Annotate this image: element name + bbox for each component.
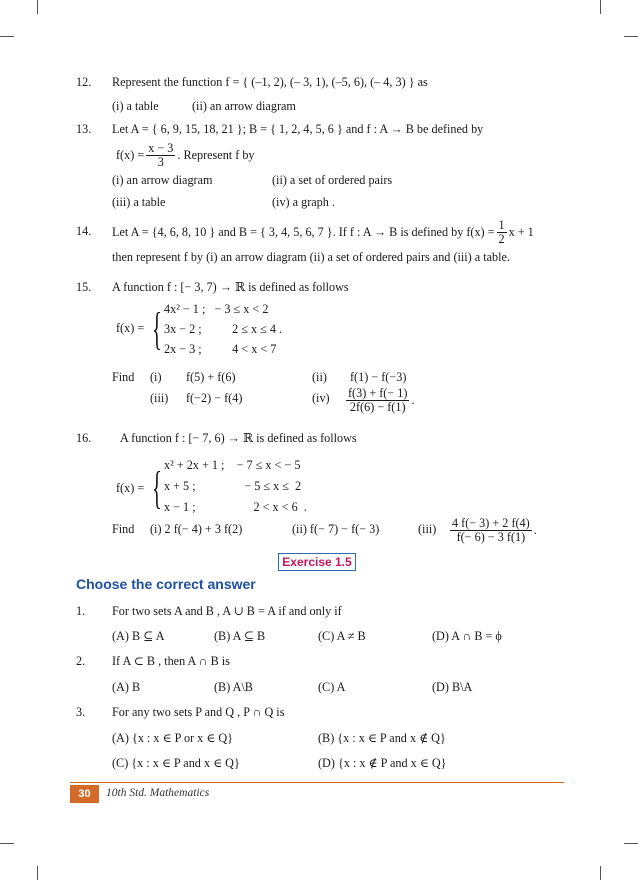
crop-mark	[0, 36, 14, 37]
problem-text: Let A = {4, 6, 8, 10 } and B = { 3, 4, 5, 6, 7 }. If f : A → B is defined by f(x) =	[112, 224, 495, 239]
piecewise-case: x² + 2x + 1 ; − 7 ≤ x < − 5	[164, 458, 301, 472]
mcq-options	[0, 754, 638, 772]
piecewise-case: 3x − 2 ; 2 ≤ x ≤ 4 .	[164, 322, 283, 336]
mcq-option: (C) A ≠ B	[318, 629, 366, 643]
question-text: For any two sets P and Q , P ∩ Q is	[112, 705, 285, 719]
book-title: 10th Std. Mathematics	[106, 787, 210, 799]
find-label: Find	[112, 522, 135, 536]
part-expression: f(1) − f(−3)	[350, 370, 407, 384]
part-expression: f(5) + f(6)	[186, 370, 236, 384]
crop-mark	[37, 0, 38, 14]
denominator: 3	[157, 154, 164, 169]
problem-number: 12.	[76, 75, 92, 89]
piecewise-case: 4x² − 1 ; − 3 ≤ x < 2	[164, 302, 269, 316]
mcq-option: (A) B	[112, 680, 141, 694]
part-expression: f(−2) − f(4)	[186, 391, 243, 405]
part-label: (ii)	[312, 370, 327, 384]
mcq-option: (D) A ∩ B = ϕ	[432, 629, 502, 643]
problem-text: Represent the function f = { (–1, 2), (– 3, 1), (–5, 6), (– 4, 3) } as	[112, 75, 428, 89]
find-label: Find	[112, 370, 135, 384]
problem-text: then represent f by (i) an arrow diagram (ii) a set of ordered pairs and (iii) a table.	[112, 250, 510, 264]
problem-text: Let A = { 6, 9, 15, 18, 21 }; B = { 1, 2, 4, 5, 6 } and f : A → B be defined by	[112, 122, 484, 136]
mcq-option: (A) B ⊆ A	[112, 629, 165, 643]
mcq-option: (B) A ⊆ B	[214, 629, 266, 643]
question-text: For two sets A and B , A ∪ B = A if and only if	[112, 604, 342, 618]
piecewise-case: x − 1 ; 2 < x < 6 .	[164, 500, 307, 514]
problem-14	[0, 218, 638, 246]
mcq-option: (D) {x : x ∉ P and x ∈ Q}	[318, 756, 447, 770]
question-number: 2.	[76, 654, 86, 668]
numerator: f(3) + f(− 1)	[348, 385, 408, 400]
piecewise-case: x + 5 ; − 5 ≤ x ≤ 2	[164, 479, 302, 493]
part-expression: (i) 2 f(− 4) + 3 f(2)	[150, 522, 243, 536]
option: (iii) a table	[112, 195, 166, 209]
problem-number: 16.	[76, 431, 92, 445]
part-expression: (ii) f(− 7) − f(− 3)	[292, 522, 380, 536]
crop-mark	[600, 866, 601, 880]
exercise-label: Exercise 1.5	[278, 553, 356, 571]
problem-16-find	[0, 515, 638, 545]
page-number: 30	[70, 785, 99, 803]
function-definition	[116, 141, 255, 169]
problem-text: A function f : [− 3, 7) → ℝ is defined as follows	[112, 280, 349, 294]
fraction	[146, 142, 175, 169]
problem-15	[0, 278, 638, 296]
fraction	[450, 517, 532, 544]
mcq-option: (B) A\B	[214, 680, 253, 694]
part-label: (i)	[150, 370, 162, 384]
mcq-option: (C) A	[318, 680, 346, 694]
piecewise-case: 2x − 3 ; 4 < x < 7	[164, 342, 277, 356]
problem-number: 15.	[76, 280, 92, 294]
problem-15-find-row2	[0, 386, 638, 414]
brace: {	[152, 303, 162, 354]
mcq-question	[0, 703, 638, 721]
option: (i) a table	[112, 99, 159, 113]
numerator: x − 3	[148, 140, 174, 155]
problem-13	[0, 120, 638, 138]
problem-text: A function f : [− 7, 6) → ℝ is defined as follows	[120, 431, 357, 445]
section-heading: Choose the correct answer	[76, 576, 256, 592]
brace: {	[152, 462, 162, 513]
denominator: 2f(6) − f(1)	[349, 399, 406, 414]
denominator: f(− 6) − 3 f(1)	[456, 529, 526, 544]
option: (iv) a graph .	[272, 195, 335, 209]
problem-16	[0, 429, 638, 447]
problem-15-find-row1	[0, 368, 638, 386]
part-label: (iii)	[418, 522, 437, 536]
part-label: (iv)	[312, 391, 330, 405]
mcq-options	[0, 729, 638, 747]
fraction-tail: .	[533, 522, 537, 537]
problem-13-options-row2	[0, 193, 638, 211]
denominator: 2	[498, 231, 505, 246]
problem-13-options-row1	[0, 171, 638, 189]
option: (i) an arrow diagram	[112, 173, 213, 187]
fraction	[497, 219, 507, 246]
mcq-question	[0, 602, 638, 620]
mcq-option: (A) {x : x ∈ P or x ∈ Q}	[112, 731, 234, 745]
problem-12	[0, 73, 638, 91]
crop-mark	[37, 866, 38, 880]
crop-mark	[600, 0, 601, 14]
function-lhs: f(x) =	[116, 147, 145, 162]
function-tail: . Represent f by	[177, 147, 255, 162]
mcq-option: (C) {x : x ∈ P and x ∈ Q}	[112, 756, 240, 770]
piecewise-lhs: f(x) =	[116, 481, 145, 495]
part-label: (iii)	[150, 391, 169, 405]
mcq-options	[0, 678, 638, 696]
problem-number: 14.	[76, 224, 92, 238]
mcq-question	[0, 652, 638, 670]
crop-mark	[0, 843, 14, 844]
mcq-option: (D) B\A	[432, 680, 473, 694]
mcq-option: (B) {x : x ∈ P and x ∉ Q}	[318, 731, 446, 745]
problem-14-line2	[0, 248, 638, 266]
problem-number: 13.	[76, 122, 92, 136]
crop-mark	[624, 36, 638, 37]
numerator: 1	[498, 217, 505, 232]
mcq-options	[0, 627, 638, 645]
footer-rule	[70, 782, 564, 783]
question-text: If A ⊂ B , then A ∩ B is	[112, 654, 230, 668]
fraction	[346, 387, 409, 414]
crop-mark	[624, 843, 638, 844]
fraction-tail: .	[411, 392, 415, 407]
question-number: 1.	[76, 604, 86, 618]
option: (ii) an arrow diagram	[192, 99, 296, 113]
problem-tail: x + 1	[508, 224, 534, 239]
question-number: 3.	[76, 705, 86, 719]
piecewise-lhs: f(x) =	[116, 321, 145, 335]
option: (ii) a set of ordered pairs	[272, 173, 393, 187]
numerator: 4 f(− 3) + 2 f(4)	[452, 515, 530, 530]
problem-12-options	[0, 97, 638, 115]
